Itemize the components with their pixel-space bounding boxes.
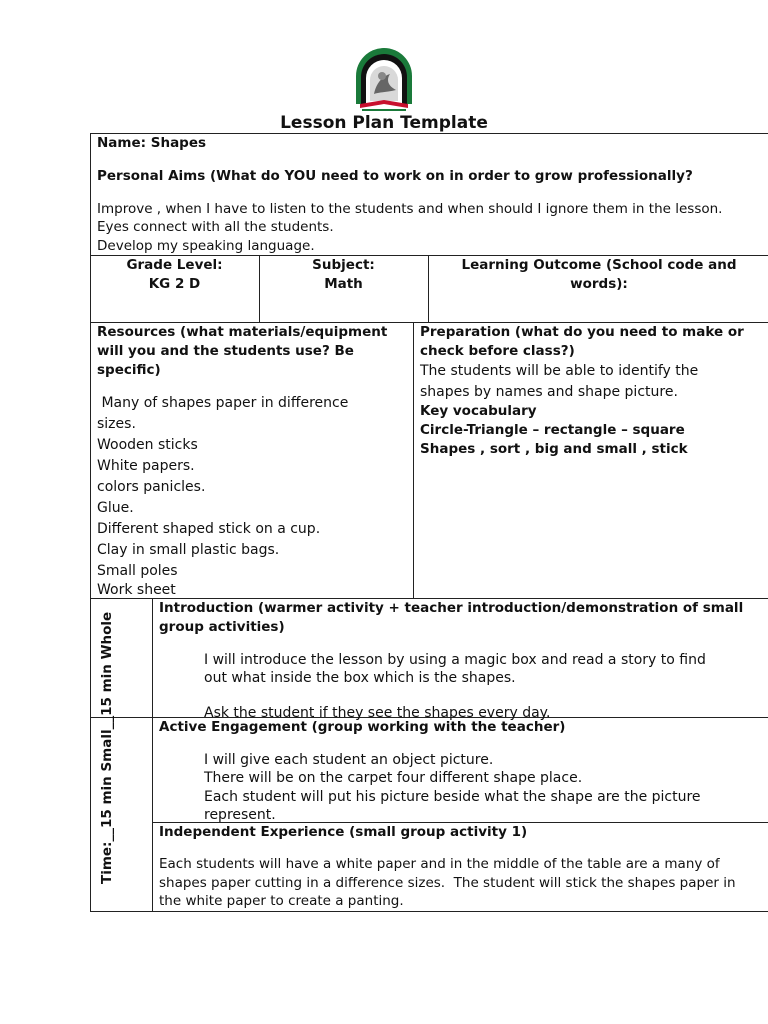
subject-value: Math — [324, 276, 363, 292]
independent-heading: Independent Experience (small group activity 1) — [159, 824, 528, 840]
resource-item: Wooden sticks — [97, 437, 198, 453]
resource-item: Small poles — [97, 563, 178, 579]
resources-heading-3: specific) — [97, 362, 161, 378]
introduction-text-3: Ask the student if they see the shapes every day. — [204, 705, 551, 721]
introduction-heading-1: Introduction (warmer activity + teacher introduction/demonstration of small — [159, 600, 744, 616]
engagement-text-3: Each student will put his picture beside what the shape are the picture — [204, 789, 701, 805]
engagement-text-1: I will give each student an object picture. — [204, 752, 494, 768]
aim-2: Eyes connect with all the students. — [97, 219, 334, 235]
independent-text-3: the white paper to create a panting. — [159, 893, 404, 909]
learning-outcome-label-1: Learning Outcome (School code and — [461, 257, 737, 273]
preparation-text-1: The students will be able to identify the — [420, 363, 699, 379]
vocabulary-line-1: Circle-Triangle – rectangle – square — [420, 422, 685, 438]
resources-heading-1: Resources (what materials/equipment — [97, 324, 388, 340]
independent-text-1: Each students will have a white paper and in the middle of the table are a many of — [159, 856, 720, 872]
aim-1: Improve , when I have to listen to the students and when should I ignore them in the lesson. — [97, 201, 723, 217]
engagement-text-2: There will be on the carpet four different shape place. — [204, 770, 583, 786]
school-logo — [352, 46, 416, 114]
preparation-heading-1: Preparation (what do you need to make or — [420, 324, 744, 340]
grade-level-label: Grade Level: — [126, 257, 223, 273]
lesson-name: Name: Shapes — [97, 135, 207, 151]
preparation-heading-2: check before class?) — [420, 343, 575, 359]
key-vocabulary-heading: Key vocabulary — [420, 403, 537, 419]
resource-item: Work sheet — [97, 582, 176, 598]
resource-item: White papers. — [97, 458, 195, 474]
learning-outcome-label-2: words): — [570, 276, 628, 292]
aim-3: Develop my speaking language. — [97, 238, 315, 254]
personal-aims-heading: Personal Aims (What do YOU need to work on in order to grow professionally? — [97, 168, 693, 184]
resource-item: Clay in small plastic bags. — [97, 542, 280, 558]
resource-item: Many of shapes paper in difference — [97, 395, 349, 411]
subject-label: Subject: — [312, 257, 375, 273]
resource-item: colors panicles. — [97, 479, 206, 495]
grade-level-value: KG 2 D — [148, 276, 201, 292]
resource-item: Different shaped stick on a cup. — [97, 521, 321, 537]
resource-item: Glue. — [97, 500, 134, 516]
resource-item: sizes. — [97, 416, 136, 432]
time-label: Time:__15 min Small__15 min Whole — [99, 611, 115, 884]
resources-heading-2: will you and the students use? Be — [97, 343, 354, 359]
page-title: Lesson Plan Template — [280, 113, 488, 133]
engagement-heading: Active Engagement (group working with the teacher) — [159, 719, 566, 735]
independent-text-2: shapes paper cutting in a difference sizes. The student will stick the shapes paper in — [159, 875, 736, 891]
engagement-text-4: represent. — [204, 807, 276, 823]
preparation-text-2: shapes by names and shape picture. — [420, 384, 678, 400]
introduction-text-2: out what inside the box which is the shapes. — [204, 670, 516, 686]
introduction-heading-2: group activities) — [159, 619, 285, 635]
introduction-text-1: I will introduce the lesson by using a magic box and read a story to find — [204, 652, 706, 668]
vocabulary-line-2: Shapes , sort , big and small , stick — [420, 441, 688, 457]
